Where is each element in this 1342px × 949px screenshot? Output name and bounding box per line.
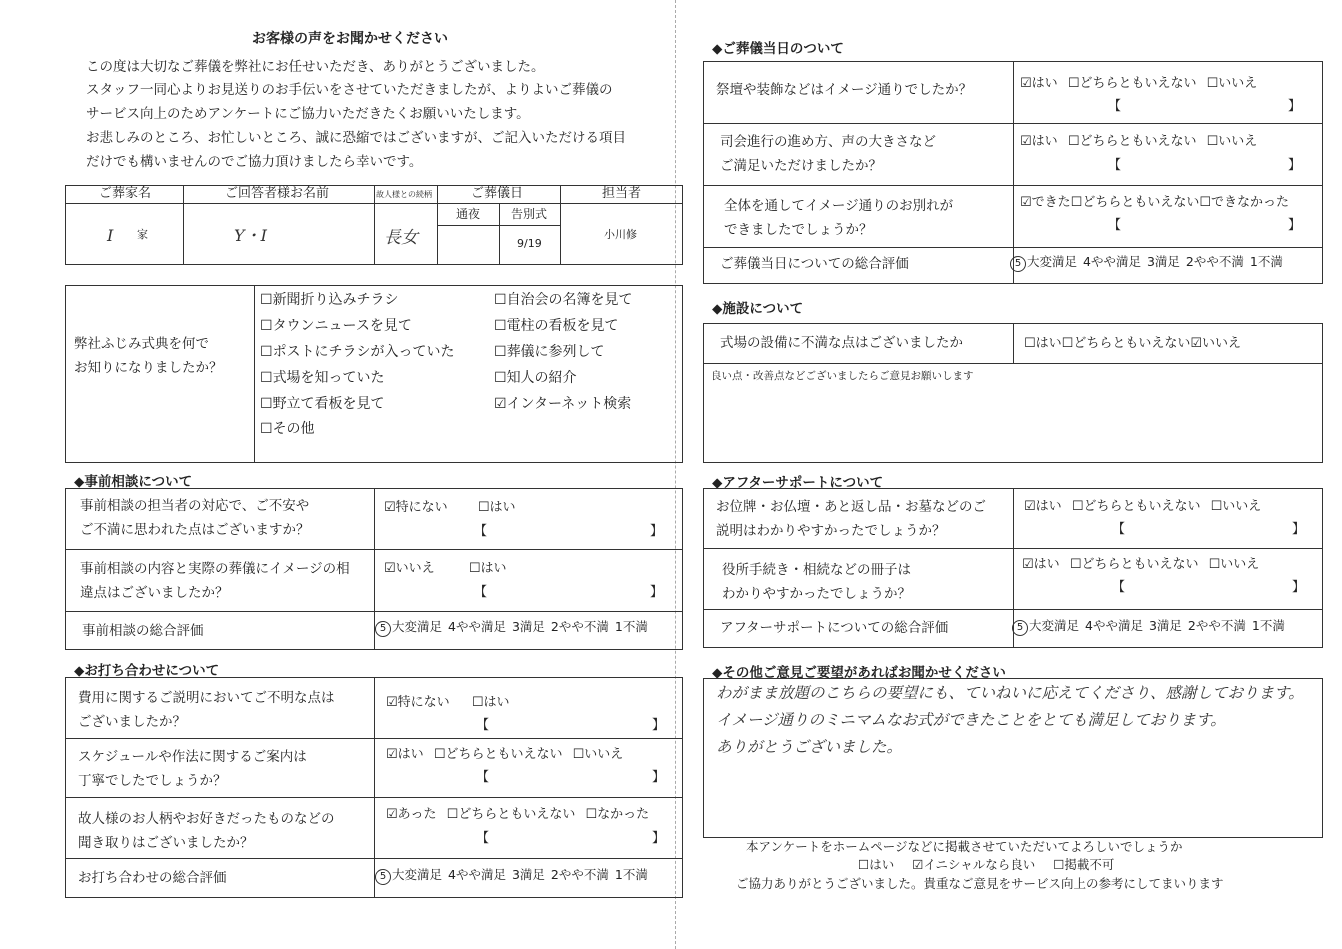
checkbox[interactable]: ☐ <box>494 370 507 386</box>
day-q2-options: ☑はい ☐どちらともいえない ☐いいえ <box>1020 134 1258 149</box>
rating-option[interactable]: 2やや不満 <box>550 619 609 634</box>
publish-options: ☐はい ☑イニシャルなら良い ☐掲載不可 <box>858 857 1115 872</box>
howknow-option[interactable]: ☐野立て看板を見て <box>260 396 385 412</box>
rating-option[interactable]: 1不満 <box>614 619 648 634</box>
checkbox[interactable]: ☐ <box>260 292 273 308</box>
checkbox[interactable]: ☐ <box>494 292 507 308</box>
checkbox-checked[interactable]: ☑ <box>386 695 398 710</box>
section-facility: ◆施設について <box>712 301 804 317</box>
checkbox[interactable]: ☐ <box>446 807 459 822</box>
header-family: ご葬家名 <box>99 186 152 201</box>
rating-option[interactable]: 3満足 <box>511 619 545 634</box>
checkbox-checked[interactable]: ☑ <box>1020 76 1032 91</box>
section-after-support: ◆アフターサポートについて <box>712 475 884 491</box>
bracket-open: 【 <box>1108 158 1122 173</box>
checkbox[interactable]: ☐ <box>1067 76 1080 91</box>
after-q2: 役所手続き・相続などの冊子は わかりやすかったでしょうか？ <box>722 562 911 602</box>
rating-option[interactable]: 1不満 <box>614 867 648 882</box>
howknow-option[interactable]: ☐ポストにチラシが入っていた <box>260 344 455 360</box>
howknow-option[interactable]: ☐葬儀に参列して <box>494 344 605 360</box>
header-funeral-date: ご葬儀日 <box>471 186 524 201</box>
intro-line: この度は大切なご葬儀を弊社にお任せいただき、ありがとうございました。 <box>86 59 545 75</box>
header-kokubetsu: 告別式 <box>511 207 548 221</box>
thanks-message: ご協力ありがとうございました。貴重なご意見をサービス向上の参考にしてまいります <box>736 876 1224 891</box>
checkbox[interactable]: ☐ <box>1210 499 1223 514</box>
page-title: お客様の声をお聞かせください <box>252 31 448 47</box>
checkbox[interactable]: ☐ <box>433 747 446 762</box>
rating-option[interactable]: 4やや満足 <box>448 619 506 634</box>
checkbox[interactable]: ☐ <box>260 396 273 412</box>
checkbox[interactable]: ☐ <box>260 370 273 386</box>
meeting-q2: スケジュールや作法に関するご案内は 丁寧でしたでしょうか？ <box>78 749 307 789</box>
rating-option[interactable]: 大変満足 <box>392 867 443 882</box>
checkbox[interactable]: ☐ <box>1024 336 1036 351</box>
header-respondent-name: ご回答者様お名前 <box>225 186 330 201</box>
bracket-open: 【 <box>476 831 490 846</box>
prior-q2-options: ☑いいえ ☐はい <box>384 561 507 576</box>
family-suffix: 家 <box>137 228 148 241</box>
staff-value: 小川修 <box>604 228 637 241</box>
intro-line: サービス向上のためアンケートにご協力いただきたくお願いいたします。 <box>86 106 530 122</box>
bracket-close: 】 <box>1288 158 1302 173</box>
prior-q1-options: ☑特にない ☐はい <box>384 500 516 515</box>
handwritten-comment: わがまま放題のこちらの要望にも、ていねいに応えてくださり、感謝しております。 <box>716 684 1304 702</box>
rating-circled-score[interactable]: 5 <box>1012 620 1028 636</box>
bracket-close: 】 <box>1288 218 1302 233</box>
rating-option[interactable]: 3満足 <box>1146 254 1180 269</box>
checkbox-checked[interactable]: ☑ <box>384 500 396 515</box>
meeting-q1-options: ☑特にない ☐はい <box>386 695 510 710</box>
checkbox[interactable]: ☐ <box>260 318 273 334</box>
rating-option[interactable]: 2やや不満 <box>1187 618 1246 633</box>
checkbox[interactable]: ☐ <box>1070 195 1083 210</box>
rating-circled-score[interactable]: 5 <box>1010 256 1026 272</box>
rating-option[interactable]: 3満足 <box>1148 618 1182 633</box>
prior-q2: 事前相談の内容と実際の葬儀にイメージの相 違点はございましたか？ <box>80 561 350 601</box>
checkbox-checked[interactable]: ☑ <box>386 807 398 822</box>
meeting-q2-options: ☑はい ☐どちらともいえない ☐いいえ <box>386 747 624 762</box>
rating-option[interactable]: 4やや満足 <box>1083 254 1141 269</box>
day-q2: 司会進行の進め方、声の大きさなど ご満足いただけましたか？ <box>720 134 936 174</box>
bracket-close: 】 <box>652 770 666 785</box>
checkbox[interactable]: ☐ <box>494 318 507 334</box>
checkbox-checked[interactable]: ☑ <box>386 747 398 762</box>
howknow-option[interactable]: ☐自治会の名簿を見て <box>494 292 633 308</box>
rating-option[interactable]: 4やや満足 <box>448 867 506 882</box>
rating-circled-score[interactable]: 5 <box>375 621 391 637</box>
meeting-q4: お打ち合わせの総合評価 <box>78 870 227 886</box>
bracket-close: 】 <box>650 585 664 600</box>
header-tsuya: 通夜 <box>456 207 481 221</box>
howknow-question: 弊社ふじみ式典を何で お知りになりましたか？ <box>74 336 223 376</box>
meeting-q3: 故人様のお人柄やお好きだったものなどの 聞き取りはございましたか？ <box>78 811 335 851</box>
checkbox-checked[interactable]: ☑ <box>912 857 924 872</box>
checkbox[interactable]: ☐ <box>1067 134 1080 149</box>
checkbox[interactable]: ☐ <box>1206 134 1219 149</box>
checkbox-checked[interactable]: ☑ <box>1020 134 1032 149</box>
checkbox[interactable]: ☐ <box>585 807 598 822</box>
day-q1-options: ☑はい ☐どちらともいえない ☐いいえ <box>1020 76 1258 91</box>
rating-option[interactable]: 大変満足 <box>1027 254 1078 269</box>
after-q3: アフターサポートについての総合評価 <box>720 620 949 636</box>
checkbox[interactable]: ☐ <box>858 857 870 872</box>
rating-option[interactable]: 2やや不満 <box>550 867 609 882</box>
checkbox[interactable]: ☐ <box>1069 557 1082 572</box>
checkbox[interactable]: ☐ <box>1199 195 1211 210</box>
bracket-open: 【 <box>476 718 490 733</box>
handwritten-comment: イメージ通りのミニマムなお式ができたことをとても満足しております。 <box>716 711 1226 729</box>
checkbox[interactable]: ☐ <box>260 344 273 360</box>
howknow-option[interactable]: ☐新聞折り込みチラシ <box>260 292 399 308</box>
checkbox[interactable]: ☐ <box>1206 76 1219 91</box>
checkbox-checked[interactable]: ☑ <box>1022 557 1034 572</box>
facility-q1: 式場の設備に不満な点はございましたか <box>720 335 963 351</box>
section-meeting: ◆お打ち合わせについて <box>74 663 220 679</box>
checkbox[interactable]: ☐ <box>468 561 481 576</box>
relation-value: 長女 <box>384 228 418 248</box>
checkbox-checked[interactable]: ☑ <box>384 561 396 576</box>
bracket-open: 【 <box>1108 218 1122 233</box>
facility-q1-options: ☐はい☐どちらともいえない☑いいえ <box>1024 336 1242 351</box>
howknow-option[interactable]: ☐知人の紹介 <box>494 370 577 386</box>
bracket-close: 】 <box>1292 580 1306 595</box>
howknow-option[interactable]: ☐電柱の看板を見て <box>494 318 619 334</box>
rating-circled-score[interactable]: 5 <box>375 869 391 885</box>
header-relation: 故人様との続柄 <box>376 190 432 199</box>
header-staff: 担当者 <box>602 186 642 201</box>
checkbox[interactable]: ☐ <box>477 500 490 515</box>
after-q2-options: ☑はい ☐どちらともいえない ☐いいえ <box>1022 557 1260 572</box>
after-q1: お位牌・お仏壇・あと返し品・お墓などのご 説明はわかりやすかったでしょうか？ <box>716 499 986 539</box>
kokubetsu-value: 9/19 <box>517 237 542 250</box>
checkbox[interactable]: ☐ <box>494 344 507 360</box>
meeting-q3-options: ☑あった ☐どちらともいえない ☐なかった <box>386 807 650 822</box>
intro-line: だけでも構いませんのでご協力頂けましたら幸いです。 <box>86 154 423 170</box>
rating-option[interactable]: 3満足 <box>511 867 545 882</box>
day-q4: ご葬儀当日についての総合評価 <box>720 256 909 272</box>
day-rating <box>1010 256 1283 272</box>
howknow-option[interactable]: ☐タウンニュースを見て <box>260 318 412 334</box>
prior-q1: 事前相談の担当者の対応で、ご不安や ご不満に思われた点はございますか？ <box>80 498 310 538</box>
handwritten-comment: ありがとうございました。 <box>716 738 903 756</box>
day-q3-options: ☑できた☐どちらともいえない☐できなかった <box>1020 195 1290 210</box>
rating-option[interactable]: 4やや満足 <box>1085 618 1143 633</box>
checkbox-checked[interactable]: ☑ <box>1020 195 1032 210</box>
rating-option[interactable]: 1不満 <box>1249 254 1283 269</box>
rating-option[interactable]: 大変満足 <box>1029 618 1080 633</box>
checkbox-checked[interactable]: ☑ <box>1024 499 1036 514</box>
bracket-open: 【 <box>1108 99 1122 114</box>
prior-rating <box>375 621 648 637</box>
meeting-q1: 費用に関するご説明においてご不明な点は ございましたか？ <box>78 690 335 730</box>
checkbox[interactable]: ☐ <box>572 747 585 762</box>
rating-option[interactable]: 2やや不満 <box>1185 254 1244 269</box>
prior-q3: 事前相談の総合評価 <box>82 623 204 639</box>
family-name-value: I <box>107 226 114 245</box>
facility-comment-label: 良い点・改善点などございましたらご意見お願いします <box>711 370 974 382</box>
checkbox[interactable]: ☐ <box>1053 857 1065 872</box>
howknow-option[interactable]: ☑インターネット検索 <box>494 396 632 412</box>
bracket-open: 【 <box>474 585 488 600</box>
bracket-open: 【 <box>476 770 490 785</box>
section-other-comments: ◆その他ご意見ご要望があればお聞かせください <box>712 665 1006 681</box>
checkbox-checked[interactable]: ☑ <box>1190 336 1202 351</box>
bracket-close: 】 <box>1288 99 1302 114</box>
bracket-close: 】 <box>652 718 666 733</box>
intro-line: お悲しみのところ、お忙しいところ、誠に恐縮ではございますが、ご記入いただける項目 <box>86 130 626 146</box>
bracket-open: 【 <box>474 524 488 539</box>
day-q3: 全体を通してイメージ通りのお別れが できましたでしょうか？ <box>724 198 954 238</box>
checkbox[interactable]: ☐ <box>1061 336 1074 351</box>
bracket-open: 【 <box>1112 522 1126 537</box>
howknow-option[interactable]: ☐その他 <box>260 421 315 437</box>
checkbox[interactable]: ☐ <box>471 695 484 710</box>
rating-option[interactable]: 1不満 <box>1251 618 1285 633</box>
checkbox[interactable]: ☐ <box>260 421 273 437</box>
day-q1: 祭壇や装飾などはイメージ通りでしたか？ <box>716 82 973 98</box>
after-rating <box>1012 620 1285 636</box>
rating-option[interactable]: 大変満足 <box>392 619 443 634</box>
after-q1-options: ☑はい ☐どちらともいえない ☐いいえ <box>1024 499 1262 514</box>
intro-line: スタッフ一同心よりお見送りのお手伝いをさせていただきましたが、よりよいご葬儀の <box>86 82 613 98</box>
bracket-close: 】 <box>1292 522 1306 537</box>
bracket-close: 】 <box>652 831 666 846</box>
checkbox[interactable]: ☐ <box>1208 557 1221 572</box>
publish-question: 本アンケートをホームページなどに掲載させていただいてよろしいでしょうか <box>746 839 1183 854</box>
section-funeral-day: ◆ご葬儀当日のついて <box>712 41 844 57</box>
checkbox-checked[interactable]: ☑ <box>494 396 507 412</box>
meeting-rating <box>375 869 648 885</box>
comments-box <box>703 678 1323 838</box>
respondent-name-value: Y・I <box>234 226 267 245</box>
checkbox[interactable]: ☐ <box>1071 499 1084 514</box>
section-prior-consultation: ◆事前相談について <box>74 474 193 490</box>
howknow-option[interactable]: ☐式場を知っていた <box>260 370 385 386</box>
bracket-open: 【 <box>1112 580 1126 595</box>
bracket-close: 】 <box>650 524 664 539</box>
